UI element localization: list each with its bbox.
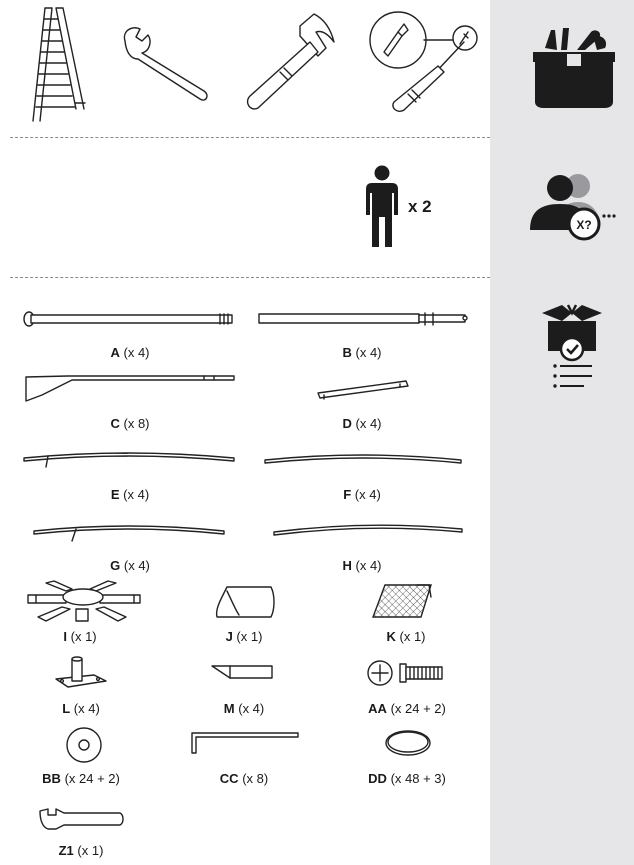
part-d-label: D (x 4) — [342, 416, 382, 431]
people-question-icon — [528, 170, 618, 240]
part-b-pole — [257, 312, 471, 326]
svg-text:X?: X? — [576, 218, 592, 232]
part-d-rail — [316, 379, 410, 401]
part-a-label: A (x 4) — [110, 345, 150, 360]
part-z1-wrench — [38, 805, 124, 831]
part-cc-hex-key — [190, 731, 302, 757]
part-j-cover — [213, 585, 277, 621]
part-aa-label: AA (x 24 + 2) — [368, 701, 446, 716]
section-divider — [10, 137, 490, 138]
part-m-block — [210, 662, 276, 684]
ladder-icon — [30, 5, 90, 125]
part-dd-label: DD (x 48 + 3) — [368, 771, 446, 786]
wrench-icon — [120, 25, 215, 103]
part-l-plate — [54, 657, 108, 691]
part-i-hub — [26, 583, 142, 623]
part-g-arc — [32, 521, 228, 545]
part-k-label: K (x 1) — [386, 629, 426, 644]
part-a-pole — [22, 311, 240, 329]
part-e-arc — [22, 450, 242, 472]
part-bb-label: BB (x 24 + 2) — [42, 771, 120, 786]
sidebar-panel — [490, 0, 634, 865]
part-f-arc — [263, 452, 467, 466]
part-h-label: H (x 4) — [342, 558, 382, 573]
part-k-net — [371, 583, 435, 621]
part-cc-label: CC (x 8) — [219, 771, 269, 786]
hammer-icon — [240, 12, 340, 114]
part-c-label: C (x 8) — [110, 416, 150, 431]
part-i-label: I (x 1) — [63, 629, 97, 644]
part-aa-bolt — [366, 658, 446, 688]
part-g-label: G (x 4) — [110, 558, 150, 573]
toolbox-icon — [533, 26, 615, 110]
part-l-label: L (x 4) — [62, 701, 100, 716]
package-checklist-icon — [538, 303, 610, 393]
part-dd-ring — [382, 727, 434, 759]
screwdriver-icon — [368, 10, 480, 116]
part-bb-washer — [64, 725, 104, 765]
people-count: x 2 — [408, 197, 432, 216]
person-icon — [364, 165, 400, 249]
part-m-label: M (x 4) — [223, 701, 265, 716]
part-h-arc — [272, 520, 468, 538]
part-e-label: E (x 4) — [110, 487, 150, 502]
part-c-bracket — [24, 375, 238, 405]
part-f-label: F (x 4) — [343, 487, 381, 502]
part-z1-label: Z1 (x 1) — [58, 843, 104, 858]
part-j-label: J (x 1) — [225, 629, 263, 644]
section-divider — [10, 277, 490, 278]
part-b-label: B (x 4) — [342, 345, 382, 360]
